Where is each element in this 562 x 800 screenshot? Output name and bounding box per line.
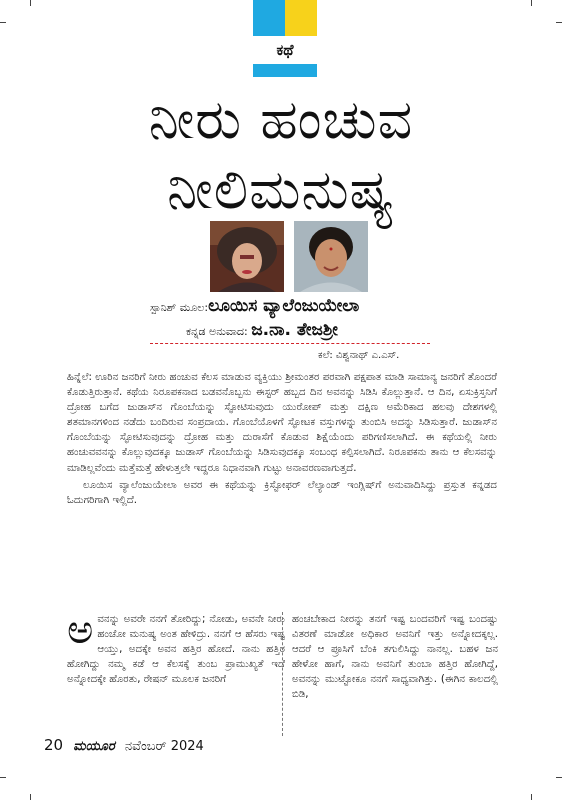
section-color-block — [253, 0, 317, 77]
crop-mark — [30, 794, 31, 800]
credit-divider — [150, 343, 430, 344]
crop-mark — [556, 22, 562, 23]
crop-mark — [531, 0, 532, 6]
translation-label: ಕನ್ನಡ ಅನುವಾದ: — [186, 325, 248, 338]
story-column-right — [292, 612, 498, 736]
author-photo — [210, 221, 284, 292]
source-author: ಲೂಯಿಸ ವ್ಯಾಲೆಂಜುಯೇಲಾ — [208, 296, 360, 316]
source-label: ಸ್ಪಾನಿಶ್ ಮೂಲ: — [150, 301, 209, 314]
story-title-line-1: ನೀರು ಹಂಚುವ — [148, 88, 414, 151]
blue-bar — [253, 64, 317, 77]
art-credit: ಕಲೆ: ವಿಶ್ವನಾಥ್ ಎ.ಎಸ್. — [318, 350, 400, 361]
crop-mark — [30, 0, 31, 6]
story-text: ವನನ್ನು ಅವರೇ ನನಗೆ ತೋರಿದ್ದು; ನೋಡು, ಅವನೇ ನೀರು ಹಂಚೋ ಮನುಷ್ಯ ಅಂತ ಹೇಳಿದ್ರು. ನನಗೆ ಆ ಹೆಸರು ಇಷ್ಟ ಆಯ್ತು, ಅದಕ್ಕೇ ಅವನ ಹತ್ತಿರ ಹೋದೆ. ನಾನು ಹತ್ತಿರ ಹೋಗಿದ್ದು ನಮ್ಮ ಕಡೆ ಆ ಕೆಲಸಕ್ಕೆ ತುಂಬ ಪ್ರಾಮುಖ್ಯತೆ ಇದೆ ಅನ್ನೋದಕ್ಕೇ ಹೊರತು, ರೇಷನ್ ಮೂಲಕ ಜನರಿಗೆ — [67, 614, 285, 686]
blue-block — [253, 0, 285, 36]
column-divider — [282, 612, 283, 736]
page-footer — [44, 736, 204, 754]
story-text: ಹಂಚಬೇಕಾದ ನೀರನ್ನು ತನಗೆ ಇಷ್ಟ ಬಂದವರಿಗೆ ಇಷ್ಟ ಬಂದಷ್ಟು ವಿತರಣೆ ಮಾಡೋ ಅಧಿಕಾರ ಅವನಿಗೆ ಇತ್ತು ಅನ್ನೋದಕ್ಕಲ್ಲ. ಆದರೆ ಆ ಪ್ರೂಸಿಗೆ ಬೆಂಕಿ ತಗುಲಿಸಿದ್ದು ನಾನಲ್ಲ. ಬಹಳ ಜನ ಹೇಳೋ ಹಾಗೆ, ನಾನು ಅವನಿಗೆ ತುಂಬಾ ಹತ್ತಿರ ಹೋಗಿದ್ದೆ, ಅವನನ್ನು ಮುಟ್ಟೋಕೂ ನನಗೆ ಸಾಧ್ಯವಾಗಿತ್ತು. (ಈಗಿನ ಕಾಲದಲ್ಲಿ ಬಿಡಿ, — [292, 614, 498, 701]
issue-date: ನವೆಂಬರ್ 2024 — [124, 739, 204, 754]
crop-mark — [556, 777, 562, 778]
crop-mark — [0, 22, 6, 23]
magazine-logo: ಮಯೂರ — [73, 739, 115, 754]
section-label: ಕಥೆ — [253, 36, 317, 64]
page-number: 20 — [44, 736, 64, 754]
story-column-left — [67, 612, 285, 736]
story-background-intro — [67, 370, 497, 508]
translator-name: ಜ.ನಾ. ತೇಜಶ್ರೀ — [251, 320, 338, 340]
crop-mark — [0, 777, 6, 778]
story-title-line-2: ನೀಲಿಮನುಷ್ಯ — [167, 158, 395, 221]
intro-paragraph: ಲೂಯಿಸ ವ್ಯಾಲೆಂಜುಯೇಲಾ ಅವರ ಈ ಕಥೆಯನ್ನು ಕ್ರಿಸ್ಟೋಫರ್ ಲೆಲ್ಯಾಂಡ್ ಇಂಗ್ಲಿಷ್‌ಗೆ ಅನುವಾದಿಸಿದ್ದು ಪ್ರಸ್ತುತ ಕನ್ನಡದ ಓದುಗರಿಗಾಗಿ ಇಲ್ಲಿದೆ. — [67, 479, 497, 506]
translator-photo — [294, 221, 368, 292]
translation-credit — [186, 320, 338, 340]
crop-mark — [531, 794, 532, 800]
drop-cap: ಅ — [67, 612, 94, 653]
yellow-block — [285, 0, 317, 36]
source-credit — [150, 296, 359, 316]
intro-paragraph: ಹಿನ್ನೆಲೆ: ಊರಿನ ಜನರಿಗೆ ನೀರು ಹಂಚುವ ಕೆಲಸ ಮಾಡುವ ವ್ಯಕ್ತಿಯು ಶ್ರೀಮಂತರ ಪರವಾಗಿ ಪಕ್ಷಪಾತ ಮಾಡಿ ಸಾಮಾನ್ಯ ಜನರಿಗೆ ತೊಂದರೆ ಕೊಡುತ್ತಿರುತ್ತಾನೆ. ಕಥೆಯ ನಿರೂಪಕನಾದ ಬಡವನೊಬ್ಬನು ಈಸ್ಟರ್ ಹಬ್ಬದ ದಿನ ಅವನನ್ನು ಸಿಡಿಸಿ ಕೊಲ್ಲುತ್ತಾನೆ. ಆ ದಿನ, ಏಸುಕ್ರಿಸ್ತನಿಗೆ ದ್ರೋಹ ಬಗೆದ ಜುಡಾಸ್‌ನ ಗೊಂಬೆಯನ್ನು ಸ್ಫೋಟಿಸುವುದು ಯುರೋಪ್ ಮತ್ತು ದಕ್ಷಿಣ ಅಮೆರಿಕಾದ ಹಲವು ದೇಶಗಳಲ್ಲಿ ಶತಮಾನಗಳಿಂದ ನಡೆದು ಬಂದಿರುವ ಸಂಪ್ರದಾಯ. ಗೊಂಬೆಯೊಳಗೆ ಸ್ಫೋಟಕ ವಸ್ತುಗಳನ್ನು ತುಂಬಿಸಿ ಅದನ್ನು ಸಿಡಿಸುತ್ತಾರೆ. ಜುಡಾಸ್‌ನ ಗೊಂಬೆಯನ್ನು ಸ್ಫೋಟಿಸುವುದನ್ನು ದ್ರೋಹ ಮತ್ತು ದುರಾಸೆಗೆ ಕೊಡುವ ಶಿಕ್ಷೆಯೆಂದು ಪರಿಗಣಿಸಲಾಗಿದೆ. ಈ ಕಥೆಯಲ್ಲಿ ನೀರು ಹಂಚುವವನನ್ನು ಕೊಲ್ಲುವುದಕ್ಕೂ ಜುಡಾಸ್ ಗೊಂಬೆಯನ್ನು ಸಿಡಿಸುವುದಕ್ಕೂ ಸಂಬಂಧ ಕಲ್ಪಿಸಲಾಗಿದೆ. ನಿರೂಪಕನು ತಾನು ಆ ಕೆಲಸವನ್ನು ಮಾಡಿಲ್ಲವೆಂದು ಮತ್ತೆಮತ್ತೆ ಹೇಳುತ್ತಲೇ ಇದ್ದರೂ ನಿಧಾನವಾಗಿ ಗುಟ್ಟು ಅನಾವರಣವಾಗುತ್ತದೆ. — [67, 372, 497, 474]
